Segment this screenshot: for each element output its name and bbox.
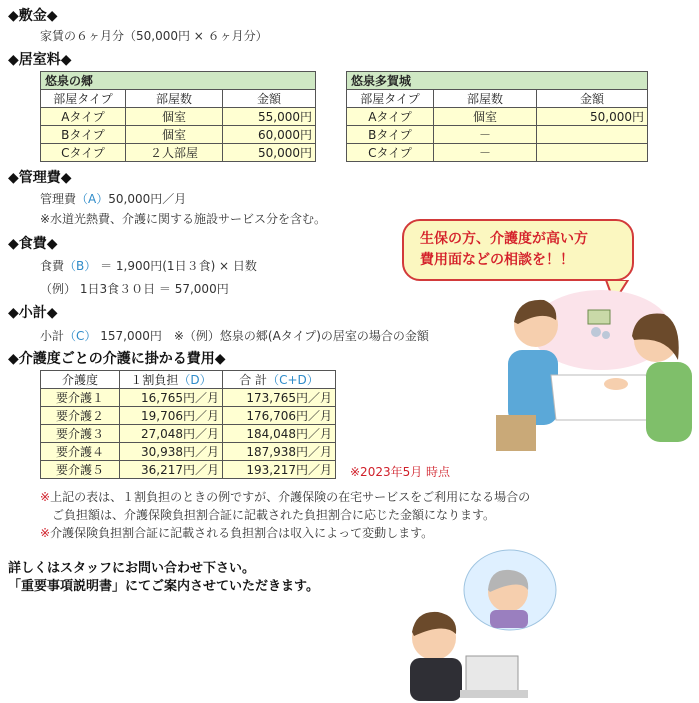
cell: 173,765円／月 — [223, 389, 336, 407]
deposit-heading: ◆敷金◆ — [8, 8, 58, 24]
col-header: 金額 — [537, 90, 648, 108]
subtotal-label: 小計 — [40, 329, 65, 343]
cell: Aタイプ — [347, 108, 434, 126]
cell: 個室 — [126, 126, 223, 144]
subtotal-line — [40, 327, 429, 344]
col-header: 部屋数 — [126, 90, 223, 108]
management-amount: 50,000円／月 — [108, 192, 187, 206]
col-header: 部屋数 — [434, 90, 537, 108]
cell: 193,217円／月 — [223, 461, 336, 479]
management-tag: （A） — [76, 192, 109, 206]
consultation-illustration — [496, 280, 696, 452]
table-row — [41, 144, 316, 162]
col-header: 部屋タイプ — [41, 90, 126, 108]
cell: 16,765円／月 — [120, 389, 223, 407]
cell: 27,048円／月 — [120, 425, 223, 443]
food-heading: ◆食費◆ — [8, 236, 58, 252]
consult-speech-bubble — [402, 219, 634, 281]
table-row — [41, 443, 336, 461]
care-cost-table — [40, 370, 336, 479]
table-row — [347, 126, 648, 144]
management-heading: ◆管理費◆ — [8, 170, 72, 186]
cell: 要介護５ — [41, 461, 120, 479]
col-header: １割負担（D） — [120, 371, 223, 389]
cell: ２人部屋 — [126, 144, 223, 162]
room-table-yusen-no-sato — [40, 71, 316, 162]
col-header: 金額 — [223, 90, 316, 108]
food-line — [40, 257, 257, 274]
room-table-caption: 悠泉多賀城 — [347, 72, 648, 90]
cell: Cタイプ — [347, 144, 434, 162]
food-example: （例） 1日3食３０日 ＝ 57,000円 — [40, 282, 229, 296]
food-tag: （B） — [64, 259, 97, 273]
cell: 個室 — [126, 108, 223, 126]
management-note: ※水道光熱費、介護に関する施設サービス分を含む。 — [40, 212, 327, 226]
management-label: 管理費 — [40, 192, 77, 206]
cell: 60,000円 — [223, 126, 316, 144]
contact-line-1: 詳しくはスタッフにお問い合わせ下さい。 — [8, 561, 256, 576]
deposit-line: 家賃の６ヶ月分（50,000円 × ６ヶ月分） — [40, 29, 268, 43]
room-heading: ◆居室料◆ — [8, 52, 72, 68]
staff-phone-illustration — [400, 548, 560, 701]
care-heading: ◆介護度ごとの介護に掛かる費用◆ — [8, 351, 226, 367]
table-row — [347, 144, 648, 162]
food-formula: ＝ 1,900円(1日３食) × 日数 — [100, 259, 257, 273]
subtotal-amount: 157,000円 ※（例）悠泉の郷(Aタイプ)の居室の場合の金額 — [100, 329, 429, 343]
subtotal-heading: ◆小計◆ — [8, 305, 58, 321]
cell: － — [434, 144, 537, 162]
table-row — [41, 461, 336, 479]
cell: Aタイプ — [41, 108, 126, 126]
date-note: ※2023年5月 時点 — [350, 465, 451, 479]
room-table-caption: 悠泉の郷 — [41, 72, 316, 90]
cell: 36,217円／月 — [120, 461, 223, 479]
cell: 184,048円／月 — [223, 425, 336, 443]
cell: Bタイプ — [41, 126, 126, 144]
cell: 要介護１ — [41, 389, 120, 407]
room-table-yusen-tagajo — [346, 71, 648, 162]
col-header: 介護度 — [41, 371, 120, 389]
cell: 要介護３ — [41, 425, 120, 443]
bubble-line-1: 生保の方、介護度が高い方 — [420, 231, 588, 247]
cell: 要介護２ — [41, 407, 120, 425]
col-header: 合 計（C+D） — [223, 371, 336, 389]
cell: Cタイプ — [41, 144, 126, 162]
cell — [537, 126, 648, 144]
table-row — [41, 108, 316, 126]
cell: 個室 — [434, 108, 537, 126]
cell: 50,000円 — [223, 144, 316, 162]
table-row — [41, 407, 336, 425]
cell: － — [434, 126, 537, 144]
cell: 30,938円／月 — [120, 443, 223, 461]
cell: Bタイプ — [347, 126, 434, 144]
cell: 176,706円／月 — [223, 407, 336, 425]
cell: 187,938円／月 — [223, 443, 336, 461]
cell: 50,000円 — [537, 108, 648, 126]
cell: 要介護４ — [41, 443, 120, 461]
table-row — [41, 425, 336, 443]
col-header: 部屋タイプ — [347, 90, 434, 108]
note-1a: ※上記の表は、１割負担のときの例ですが、介護保険の在宅サービスをご利用になる場合の — [40, 490, 531, 504]
management-line — [40, 190, 186, 207]
cell — [537, 144, 648, 162]
table-row — [41, 389, 336, 407]
table-row — [347, 108, 648, 126]
table-row — [41, 126, 316, 144]
note-2: ※介護保険負担割合証に記載される負担割合は収入によって変動します。 — [40, 526, 434, 540]
food-label: 食費 — [40, 259, 65, 273]
subtotal-tag: （C） — [64, 329, 97, 343]
bubble-line-2: 費用面などの相談を！！ — [420, 252, 574, 268]
cell: 55,000円 — [223, 108, 316, 126]
cell: 19,706円／月 — [120, 407, 223, 425]
contact-line-2: 「重要事項説明書」にてご案内させていただきます。 — [8, 579, 319, 594]
note-1b: ご負担額は、介護保険負担割合証に記載された負担割合に応じた金額になります。 — [52, 508, 496, 522]
